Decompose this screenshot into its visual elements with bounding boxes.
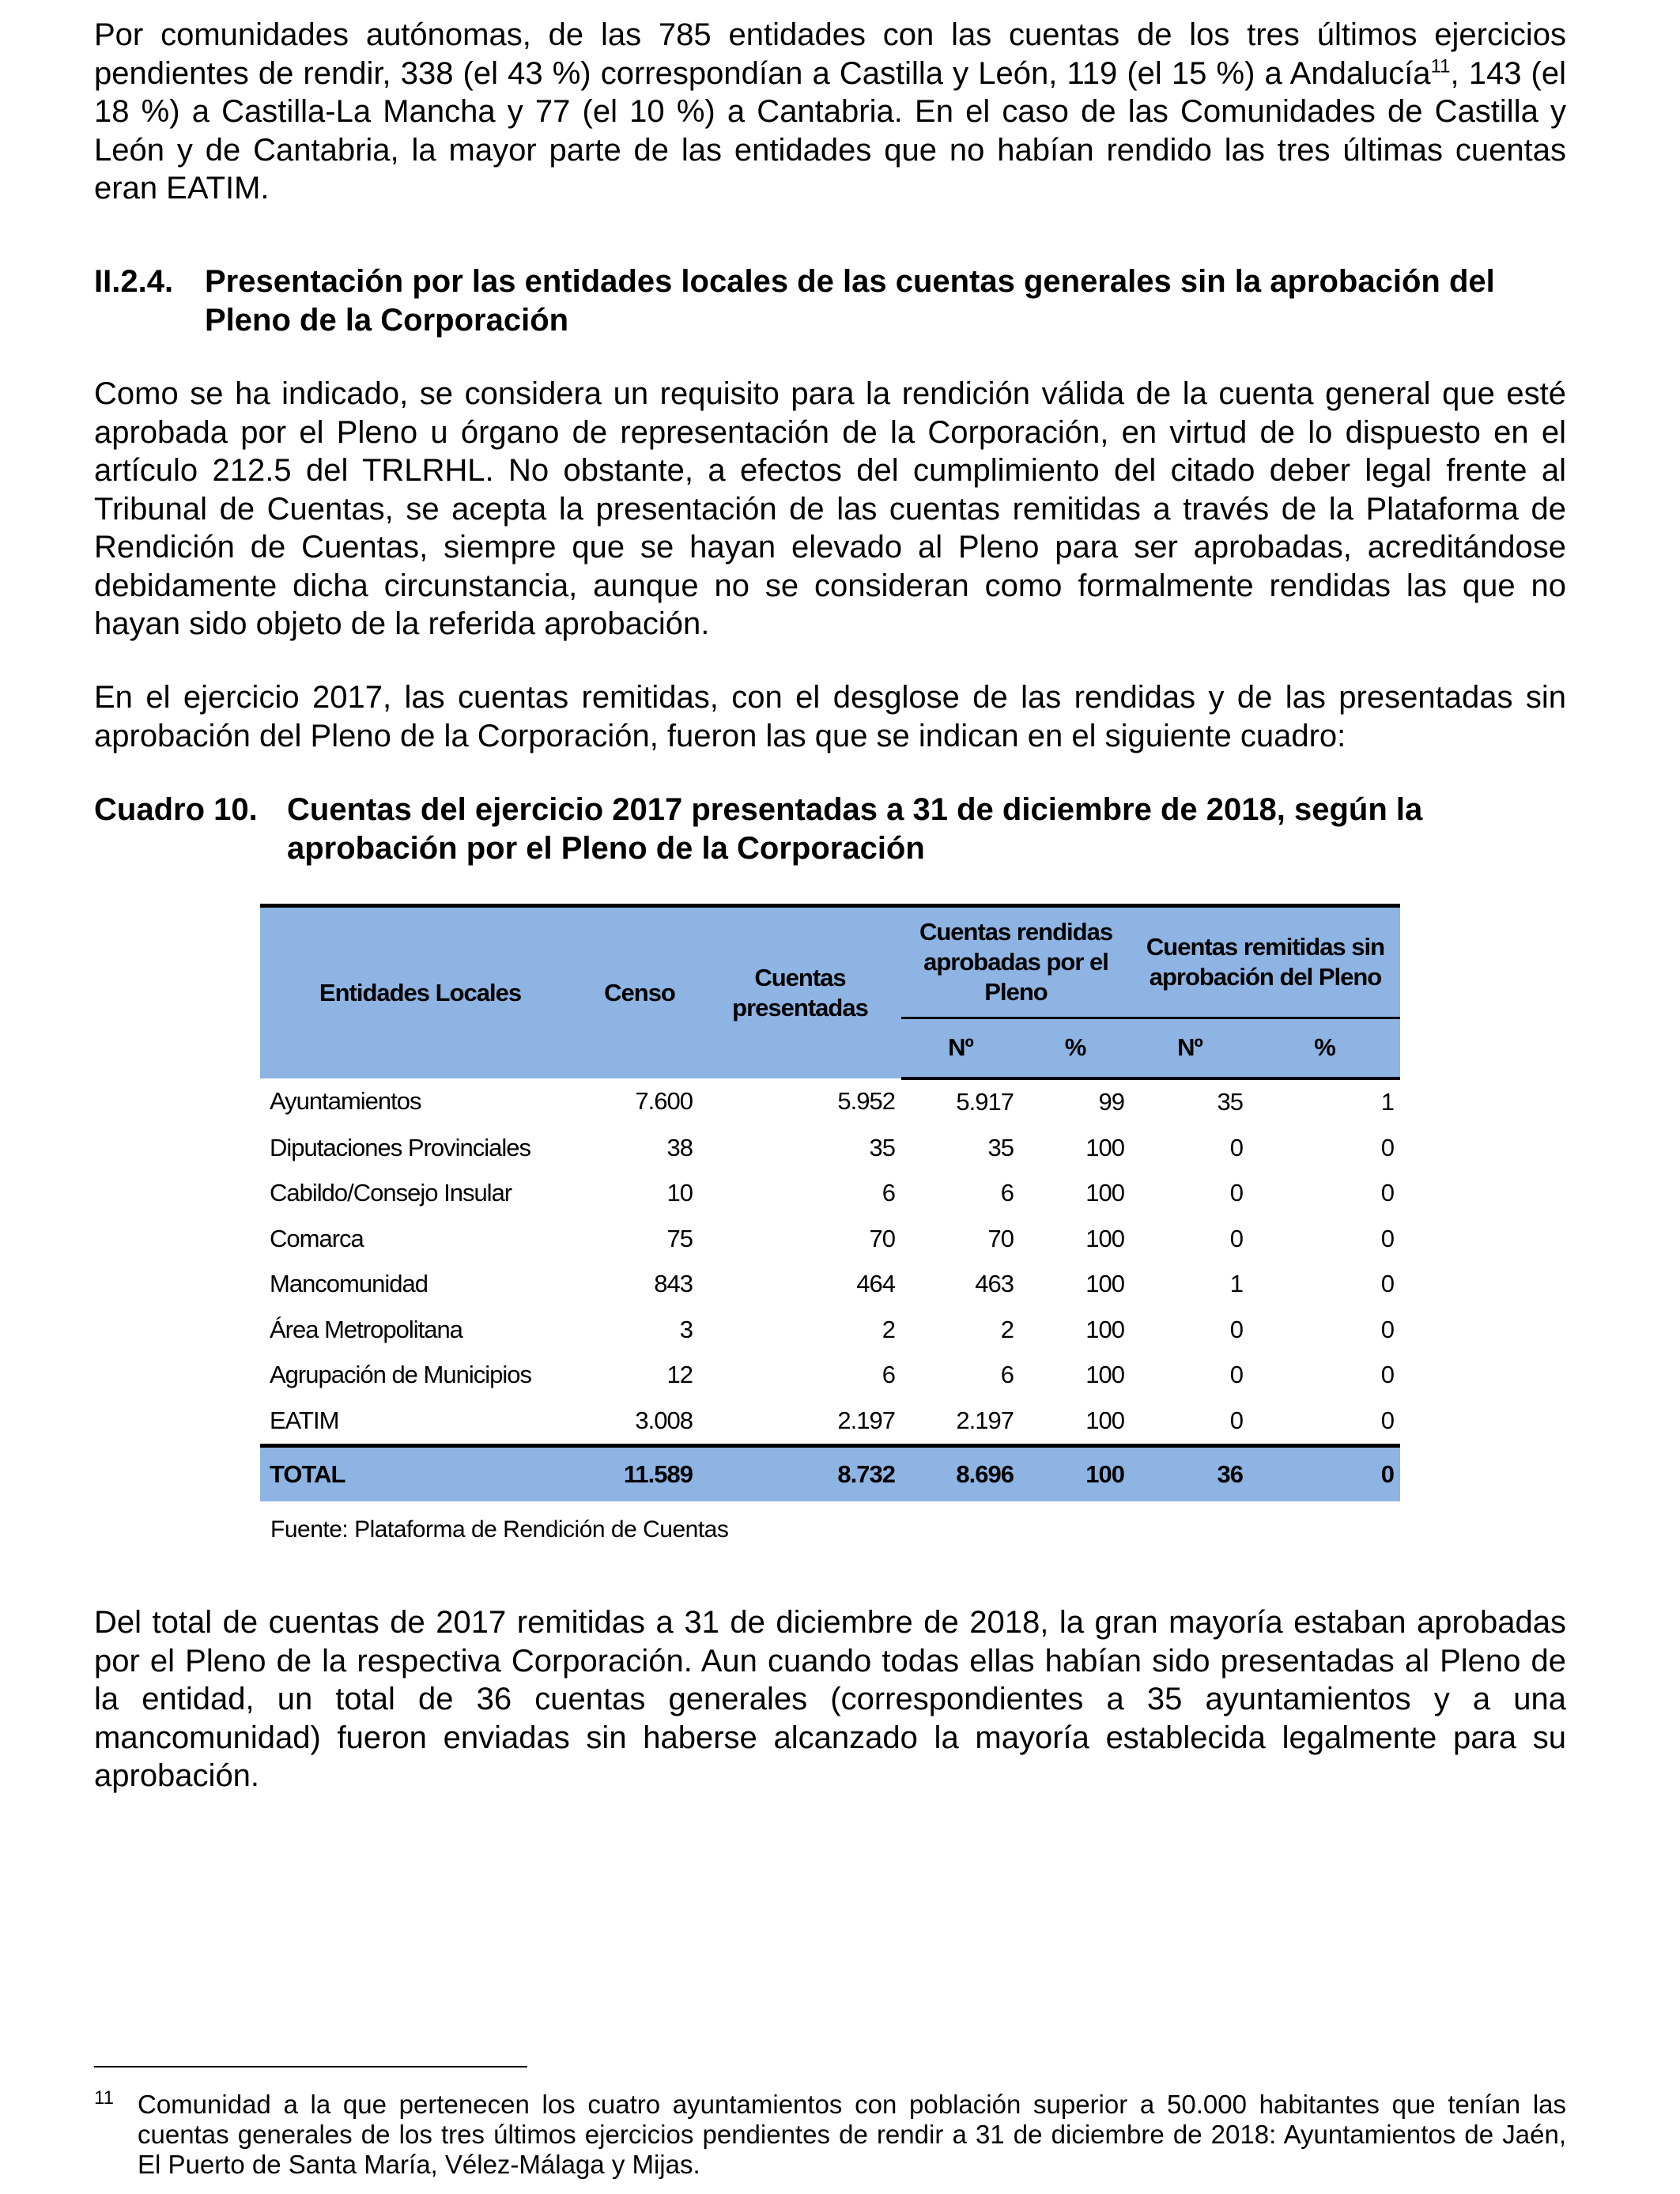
cell-num-remitidas: 0	[1229, 1406, 1243, 1434]
cell-num-rendidas: 70	[987, 1224, 1014, 1252]
total-cell-presentadas: 8.732	[699, 1445, 901, 1501]
cell-censo: 3	[679, 1315, 693, 1343]
section-heading	[94, 262, 1566, 340]
table-source: Fuente: Plataforma de Rendición de Cuentas	[270, 1516, 729, 1543]
cell-pct-rendidas: 100	[1085, 1361, 1124, 1389]
cell-num-rendidas: 35	[987, 1133, 1014, 1161]
cell-num-rendidas: 2.197	[956, 1406, 1014, 1434]
cell-censo: 3.008	[635, 1406, 693, 1434]
total-cell-pct-remitidas: 0	[1249, 1445, 1400, 1501]
footnote-ref[interactable]: 11	[1430, 55, 1451, 77]
total-cell-pct-rendidas: 100	[1020, 1445, 1131, 1501]
cell-pct-remitidas: 0	[1380, 1133, 1394, 1161]
cell-entidad: Área Metropolitana	[270, 1315, 462, 1343]
cell-num-rendidas: 463	[975, 1270, 1014, 1298]
total-cell-entidad: TOTAL	[260, 1445, 580, 1501]
header-presentadas: Cuentas presentadas	[699, 906, 901, 1078]
table-row	[260, 1353, 1400, 1399]
cell-entidad: EATIM	[270, 1406, 339, 1434]
cell-entidad: Ayuntamientos	[270, 1087, 421, 1116]
cell-pct-rendidas: 100	[1085, 1315, 1124, 1343]
header-pct-remitidas: %	[1249, 1018, 1400, 1078]
cell-presentadas: 70	[869, 1224, 895, 1252]
cell-pct-remitidas: 1	[1380, 1088, 1394, 1116]
cell-presentadas: 2	[882, 1315, 895, 1343]
cell-pct-rendidas: 100	[1085, 1179, 1124, 1207]
cell-num-remitidas: 0	[1229, 1315, 1243, 1343]
header-rendidas: Cuentas rendidas aprobadas por el Pleno	[901, 906, 1131, 1018]
table-row	[260, 1216, 1400, 1262]
header-remitidas: Cuentas remitidas sin aprobación del Pleno	[1131, 906, 1400, 1018]
cell-presentadas: 2.197	[837, 1406, 895, 1434]
cell-pct-remitidas: 0	[1380, 1361, 1394, 1389]
table-caption-number: Cuadro 10.	[94, 792, 258, 827]
cell-censo: 38	[666, 1133, 693, 1161]
footnote-mark: 11	[94, 2087, 114, 2109]
cell-num-remitidas: 0	[1229, 1133, 1243, 1161]
cell-presentadas: 6	[882, 1361, 895, 1389]
table-total-row	[260, 1445, 1400, 1501]
table-row	[260, 1307, 1400, 1353]
cell-pct-remitidas: 0	[1380, 1270, 1394, 1298]
header-pct-rendidas: %	[1020, 1018, 1131, 1078]
cell-num-remitidas: 35	[1217, 1088, 1243, 1116]
cell-pct-rendidas: 100	[1085, 1270, 1124, 1298]
paragraph-comunidades: Por comunidades autónomas, de las 785 entidades con las cuentas de los tres últimos ejercicios pendientes de rendir, 338 (el 43 %) correspondían a Castilla y León, 119 (el 15 %) a Andalucía$^{11}$, 143 (el 18 %) a Castilla-La Mancha y 77 (el 10 %) a Cantabria. En el caso de las Comunidades de Castilla y León y de Cantabria, la mayor parte de las entidades que no habían rendido las tres últimas cuentas eran EATIM.	[94, 17, 1567, 206]
footnote-divider	[94, 2066, 527, 2067]
section-title: Presentación por las entidades locales de las cuentas generales sin la aprobación del Pleno de la Corporación	[205, 264, 1495, 338]
header-censo: Censo	[580, 906, 699, 1078]
paragraph-total-cuentas: Del total de cuentas de 2017 remitidas a 31 de diciembre de 2018, la gran mayoría estaban aprobadas por el Pleno de la respectiva Corporación. Aun cuando todas ellas habían sido presentadas al Pleno de la entidad, un total de 36 cuentas generales (correspondientes a 35 ayuntamientos y a una mancomunidad) fueron enviadas sin haberse alcanzado la mayoría establecida legalmente para su aprobación.	[94, 1605, 1566, 1793]
cell-censo: 75	[666, 1224, 693, 1252]
table-row	[260, 1171, 1400, 1217]
cell-presentadas: 5.952	[837, 1087, 895, 1116]
cell-presentadas: 35	[869, 1133, 895, 1161]
footnote-text: Comunidad a la que pertenecen los cuatro ayuntamientos con población superior a 50.000 habitantes que tenían las cuentas generales de los tres últimos ejercicios pendientes de rendir a 31 de diciembre de 2018: Ayuntamientos de Jaén, El Puerto de Santa María, Vélez-Málaga y Mijas.	[138, 2090, 1566, 2179]
table-row	[260, 1262, 1400, 1308]
cell-pct-remitidas: 0	[1380, 1406, 1394, 1434]
accounts-table	[260, 904, 1400, 1501]
cell-entidad: Mancomunidad	[270, 1270, 428, 1298]
total-cell-num-remitidas: 36	[1131, 1445, 1249, 1501]
total-cell-num-rendidas: 8.696	[901, 1445, 1020, 1501]
total-cell-censo: 11.589	[580, 1445, 699, 1501]
paragraph-ejercicio-2017: En el ejercicio 2017, las cuentas remitidas, con el desglose de las rendidas y de las presentadas sin aprobación del Pleno de la Corporación, fueron las que se indican en el siguiente cuadro:	[94, 680, 1566, 753]
cell-entidad: Cabildo/Consejo Insular	[270, 1179, 512, 1207]
header-entidades: Entidades Locales	[260, 906, 580, 1078]
cell-num-rendidas: 2	[1000, 1315, 1014, 1343]
cell-pct-rendidas: 99	[1098, 1088, 1124, 1116]
table-row	[260, 1398, 1400, 1445]
cell-num-remitidas: 0	[1229, 1224, 1243, 1252]
cell-entidad: Diputaciones Provinciales	[270, 1133, 530, 1161]
header-num-remitidas: Nº	[1131, 1018, 1249, 1078]
cell-pct-remitidas: 0	[1380, 1179, 1394, 1207]
cell-pct-remitidas: 0	[1380, 1315, 1394, 1343]
cell-num-rendidas: 5.917	[956, 1088, 1014, 1116]
cell-pct-remitidas: 0	[1380, 1224, 1394, 1252]
section-number: II.2.4.	[94, 264, 174, 299]
cell-num-rendidas: 6	[1000, 1179, 1014, 1207]
table-caption-title: Cuentas del ejercicio 2017 presentadas a 31 de diciembre de 2018, según la aprobación por el Pleno de la Corporación	[287, 792, 1423, 866]
cell-censo: 843	[654, 1270, 693, 1298]
cell-censo: 10	[666, 1179, 693, 1207]
cell-entidad: Comarca	[270, 1224, 364, 1252]
table-caption	[94, 791, 1566, 868]
header-num-rendidas: Nº	[901, 1018, 1020, 1078]
cell-pct-rendidas: 100	[1085, 1406, 1124, 1434]
cell-pct-rendidas: 100	[1085, 1133, 1124, 1161]
table-row	[260, 1125, 1400, 1171]
cell-presentadas: 464	[856, 1270, 895, 1298]
cell-presentadas: 6	[882, 1179, 895, 1207]
cell-entidad: Agrupación de Municipios	[270, 1361, 531, 1389]
cell-num-remitidas: 0	[1229, 1179, 1243, 1207]
cell-num-remitidas: 1	[1229, 1270, 1243, 1298]
cell-num-remitidas: 0	[1229, 1361, 1243, 1389]
cell-pct-rendidas: 100	[1085, 1224, 1124, 1252]
cell-censo: 12	[666, 1361, 693, 1389]
paragraph-requisito: Como se ha indicado, se considera un requisito para la rendición válida de la cuenta general que esté aprobada por el Pleno u órgano de representación de la Corporación, en virtud de lo dispuesto en el artículo 212.5 del TRLRHL. No obstante, a efectos del cumplimiento del citado deber legal frente al Tribunal de Cuentas, se acepta la presentación de las cuentas remitidas a través de la Plataforma de Rendición de Cuentas, siempre que se hayan elevado al Pleno para ser aprobadas, acreditándose debidamente dicha circunstancia, aunque no se consideran como formalmente rendidas las que no hayan sido objeto de la referida aprobación.	[94, 376, 1566, 641]
cell-num-rendidas: 6	[1000, 1361, 1014, 1389]
table-row	[260, 1078, 1400, 1126]
cell-censo: 7.600	[635, 1087, 693, 1116]
